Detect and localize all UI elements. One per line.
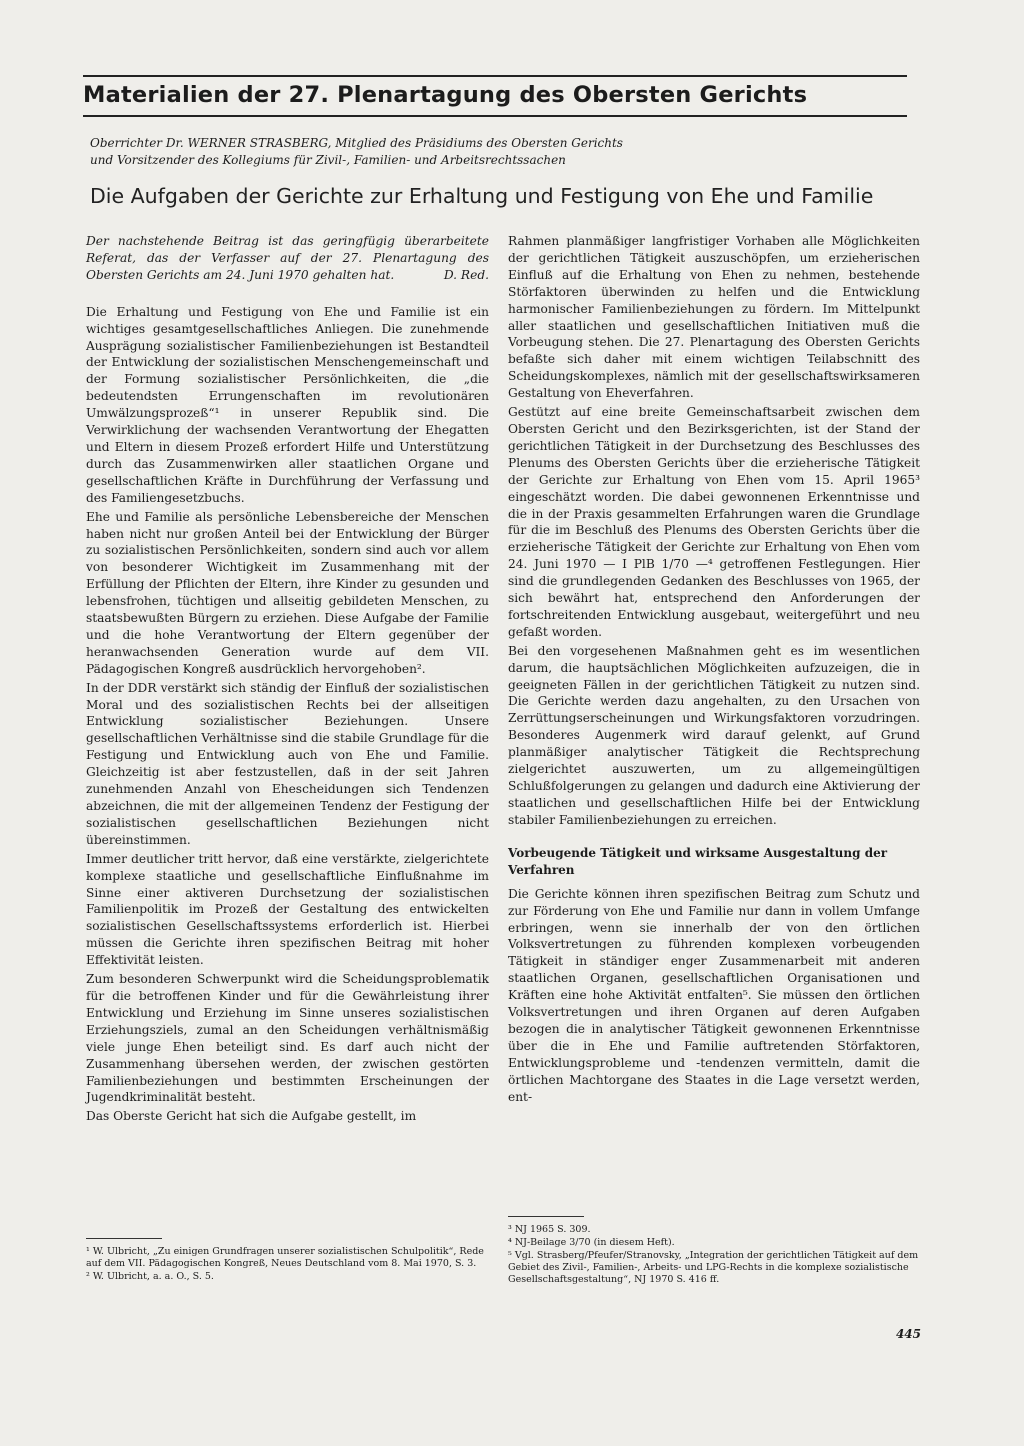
paragraph: Immer deutlicher tritt hervor, daß eine verstärkte, zielgerichtete komplexe staatliche und gesellschaftliche Einflußnahme im Sinne einer aktiveren Durchsetzung der sozialistischen Familienpolitik im Prozeß der Gestaltung des entwickelten sozialistischen Gesellschaftssystems erforderlich ist. Hierbei müssen die Gerichte ihren spezifischen Beitrag mit hoher Effektivität leisten.	[86, 851, 489, 968]
author-line-2: und Vorsitzender des Kollegiums für Zivil-, Familien- und Arbeitsrechtssachen	[90, 153, 566, 167]
page-number: 445	[895, 1327, 921, 1341]
paragraph: Die Erhaltung und Festigung von Ehe und Familie ist ein wichtiges gesamtgesellschaftliches Anliegen. Die zunehmende Ausprägung sozialistischer Familienbeziehungen ist Bestandteil der Entwicklung der sozialistischen Menschengemeinschaft und der Formung sozialistischer Persönlichkeiten, die „die bedeutendsten Errungenschaften im revolutionären Umwälzungsprozeß“¹ in unserer Republik sind. Die Verwirklichung der wachsenden Verantwortung der Ehegatten und Eltern in diesem Prozeß erfordert Hilfe und Unterstützung durch das Zusammenwirken aller staatlichen Organe und gesellschaftlichen Kräfte in Durchführung der Verfassung und des Familiengesetzbuchs.	[86, 304, 489, 505]
editor-note	[86, 233, 489, 284]
footnote: ³ NJ 1965 S. 309.	[508, 1224, 591, 1235]
paragraph: Gestützt auf eine breite Gemeinschaftsarbeit zwischen dem Obersten Gericht und den Bezirksgerichten, ist der Stand der gerichtlichen Tätigkeit in der Durchsetzung des Beschlusses des Plenums des Obersten Gerichts über die erzieherische Tätigkeit der Gerichte zur Erhaltung von Ehen vom 15. April 1965³ eingeschätzt worden. Die dabei gewonnenen Erkenntnisse und die in der Praxis gesammelten Erfahrungen waren die Grundlage für die im Beschluß des Plenums des Obersten Gerichts über die erzieherische Tätigkeit der Gerichte zur Erhaltung von Ehen vom 24. Juni 1970 — I PlB 1/70 —⁴ getroffenen Festlegungen. Hier sind die grundlegenden Gedanken des Beschlusses von 1965, der sich bewährt hat, entsprechend den Anforderungen der fortschreitenden Entwicklung ausgebaut, weitergeführt und neu gefaßt worden.	[508, 405, 920, 639]
right-column	[508, 233, 920, 1108]
left-column	[86, 233, 489, 1127]
author-line-1: Oberrichter Dr. WERNER STRASBERG, Mitglied des Präsidiums des Obersten Gerichts	[90, 136, 623, 150]
footnote-rule	[86, 1238, 162, 1239]
paragraph: Rahmen planmäßiger langfristiger Vorhaben alle Möglichkeiten der gerichtlichen Tätigkeit auszuschöpfen, um erzieherischen Einfluß auf die Erhaltung von Ehen zu nehmen, bestehende Störfaktoren überwinden zu helfen und die Entwicklung harmonischer Familienbeziehungen zu fördern. Im Mittelpunkt aller staatlichen und gesellschaftlichen Initiativen muß die Vorbeugung stehen. Die 27. Plenartagung des Obersten Gerichts befaßte sich daher mit einem wichtigen Teilabschnitt des Scheidungskomplexes, nämlich mit der gesellschaftswirksameren Gestaltung von Eheverfahren.	[508, 234, 920, 401]
header-rule-top	[83, 75, 907, 77]
footnote: ⁵ Vgl. Strasberg/Pfeufer/Stranovsky, „Integration der gerichtlichen Tätigkeit auf dem Gebiet des Zivil-, Familien-, Arbeits- und LPG-Rechts in die komplexe sozialistische Gesellschaftsgestaltung“, NJ 1970 S. 416 ff.	[508, 1250, 919, 1285]
editor-note-text: Der nachstehende Beitrag ist das geringfügig überarbeitete Referat, das der Verfasser auf der 27. Plenartagung des Obersten Gerichts am 24. Juni 1970 gehalten hat.	[86, 234, 489, 282]
section-title: Materialien der 27. Plenartagung des Obersten Gerichts	[83, 82, 808, 108]
footnote: ¹ W. Ulbricht, „Zu einigen Grundfragen unserer sozialistischen Schulpolitik“, Rede auf dem VII. Pädagogischen Kongreß, Neues Deutschland vom 8. Mai 1970, S. 3.	[86, 1246, 484, 1269]
editor-signature: D. Red.	[443, 267, 489, 282]
footnote-rule	[508, 1216, 584, 1217]
paragraph: Die Gerichte können ihren spezifischen Beitrag zum Schutz und zur Förderung von Ehe und Familie nur dann in vollem Umfange erbringen, wenn sie innerhalb der von den örtlichen Volksvertretungen zu führenden komplexen vorbeugenden Tätigkeit in ständiger enger Zusammenarbeit mit anderen staatlichen Organen, gesellschaftlichen Organisationen und Kräften eine hohe Aktivität entfalten⁵. Sie müssen den örtlichen Volksvertretungen und ihren Organen auf deren Aufgaben bezogen die in analytischer Tätigkeit gewonnenen Erkenntnisse über die in Ehe und Familie auftretenden Störfaktoren, Entwicklungsprobleme und -tendenzen vermitteln, damit die örtlichen Machtorgane des Staates in die Lage versetzt werden, ent-	[508, 886, 920, 1104]
paragraph: Ehe und Familie als persönliche Lebensbereiche der Menschen haben nicht nur großen Anteil bei der Entwicklung der Bürger zu sozialistischen Persönlichkeiten, sondern sind auch vor allem von besonderer Wichtigkeit im Zusammenhang mit der Erfüllung der Pflichten der Eltern, ihre Kinder zu gesunden und lebensfrohen, tüchtigen und allseitig gebildeten Menschen, zu staatsbewußten Bürgern zu erziehen. Diese Aufgabe der Familie und die hohe Verantwortung der Eltern gegenüber der heranwachsenden Generation wurde auf dem VII. Pädagogischen Kongreß ausdrücklich hervorgehoben².	[86, 509, 489, 676]
paragraph: In der DDR verstärkt sich ständig der Einfluß der sozialistischen Moral und des sozialistischen Rechts bei der allseitigen Entwicklung sozialistischer Beziehungen. Unsere gesellschaftlichen Verhältnisse sind die stabile Grundlage für die Festigung und Entwicklung auch von Ehe und Familie. Gleichzeitig ist aber festzustellen, daß in der seit Jahren zunehmenden Anzahl von Ehescheidungen sich Tendenzen abzeichnen, die mit der allgemeinen Tendenz der Festigung der sozialistischen gesellschaftlichen Beziehungen nicht übereinstimmen.	[86, 680, 489, 847]
article-title: Die Aufgaben der Gerichte zur Erhaltung und Festigung von Ehe und Familie	[90, 184, 874, 208]
footnote: ² W. Ulbricht, a. a. O., S. 5.	[86, 1271, 214, 1282]
footnotes-left	[86, 1246, 489, 1284]
paragraph: Das Oberste Gericht hat sich die Aufgabe gestellt, im	[86, 1109, 417, 1124]
paragraph: Zum besonderen Schwerpunkt wird die Scheidungsproblematik für die betroffenen Kinder und für die Gewährleistung ihrer Entwicklung und Erziehung im Sinne unseres sozialistischen Erziehungsziels, zumal an den Scheidungen verhältnismäßig viele junge Ehen beteiligt sind. Es darf auch nicht der Zusammenhang übersehen werden, der zwischen gestörten Familienbeziehungen und bestimmten Erscheinungen der Jugendkriminalität besteht.	[86, 972, 489, 1105]
footnote: ⁴ NJ-Beilage 3/70 (in diesem Heft).	[508, 1237, 675, 1248]
author-byline	[90, 135, 890, 169]
header-rule-bottom	[83, 115, 907, 117]
footnotes-right	[508, 1224, 920, 1287]
subheading: Vorbeugende Tätigkeit und wirksame Ausgestaltung der Verfahren	[508, 845, 888, 877]
paragraph: Bei den vorgesehenen Maßnahmen geht es im wesentlichen darum, die hauptsächlichen Möglichkeiten aufzuzeigen, die in geeigneten Fällen in der gerichtlichen Tätigkeit zu nutzen sind. Die Gerichte werden dazu angehalten, zu den Ursachen von Zerrüttungserscheinungen und Wirkungsfaktoren vorzudringen. Besonderes Augenmerk wird darauf gelenkt, auf Grund planmäßiger analytischer Tätigkeit die Rechtsprechung zielgerichtet auszuwerten, um zu allgemeingültigen Schlußfolgerungen zu gelangen und dadurch eine Aktivierung der staatlichen und gesellschaftlichen Hilfe bei der Entwicklung stabiler Familienbeziehungen zu erreichen.	[508, 643, 920, 827]
